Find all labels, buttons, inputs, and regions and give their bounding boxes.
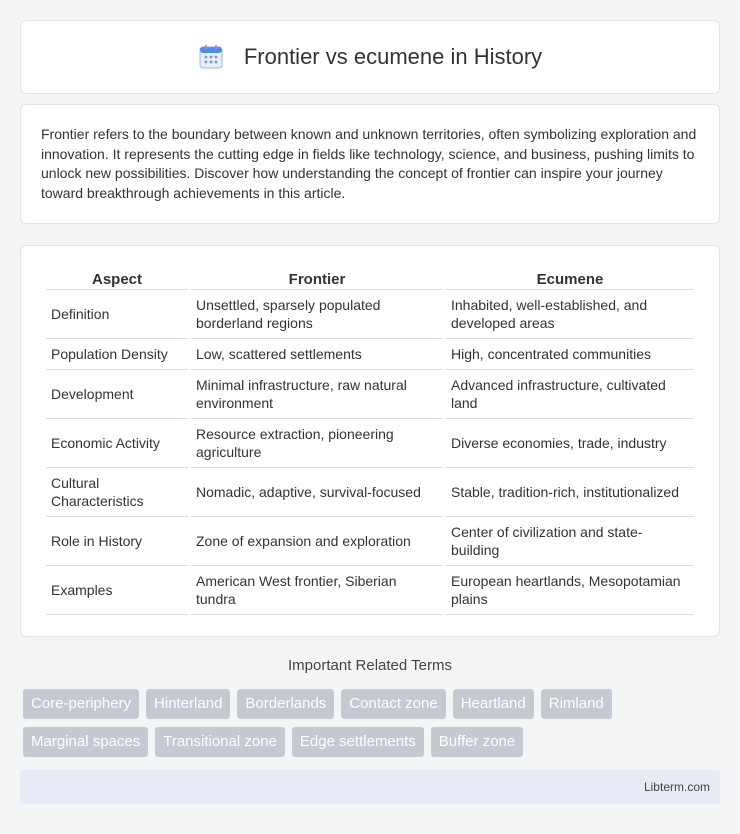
calendar-icon xyxy=(198,44,224,70)
row-frontier: Unsettled, sparsely populated borderland regions xyxy=(191,290,443,339)
table-row xyxy=(46,370,694,419)
row-ecumene: Advanced infrastructure, cultivated land xyxy=(446,370,694,419)
row-aspect: Population Density xyxy=(46,339,188,370)
related-terms-list xyxy=(23,689,723,757)
related-term-tag[interactable]: Transitional zone xyxy=(155,727,285,757)
table-header-row xyxy=(46,266,694,290)
row-aspect: Development xyxy=(46,370,188,419)
related-term-tag[interactable]: Contact zone xyxy=(341,689,445,719)
footer-site-link[interactable]: Libterm.com xyxy=(643,780,710,794)
related-term-tag[interactable]: Rimland xyxy=(541,689,612,719)
row-ecumene: Center of civilization and state-building xyxy=(446,517,694,566)
related-term-tag[interactable]: Buffer zone xyxy=(431,727,523,757)
table-row xyxy=(46,566,694,615)
related-term-tag[interactable]: Hinterland xyxy=(146,689,230,719)
row-aspect: Economic Activity xyxy=(46,419,188,468)
table-row xyxy=(46,419,694,468)
row-ecumene: Diverse economies, trade, industry xyxy=(446,419,694,468)
title-wrap xyxy=(198,44,542,70)
row-frontier: Zone of expansion and exploration xyxy=(191,517,443,566)
page-title: Frontier vs ecumene in History xyxy=(243,44,543,69)
row-frontier: Low, scattered settlements xyxy=(191,339,443,370)
row-aspect: Examples xyxy=(46,566,188,615)
row-ecumene: Stable, tradition-rich, institutionalized xyxy=(446,468,694,517)
related-term-tag[interactable]: Heartland xyxy=(453,689,534,719)
table-row xyxy=(46,517,694,566)
related-term-tag[interactable]: Borderlands xyxy=(237,689,334,719)
row-aspect: Cultural Characteristics xyxy=(46,468,188,517)
header-ecumene: Ecumene xyxy=(446,266,694,290)
related-term-tag[interactable]: Core-periphery xyxy=(23,689,139,719)
header-card xyxy=(20,20,720,94)
table-row xyxy=(46,339,694,370)
row-frontier: Resource extraction, pioneering agriculture xyxy=(191,419,443,468)
row-frontier: Nomadic, adaptive, survival-focused xyxy=(191,468,443,517)
row-aspect: Definition xyxy=(46,290,188,339)
related-terms-title: Important Related Terms xyxy=(288,657,452,674)
related-term-tag[interactable]: Edge settlements xyxy=(292,727,424,757)
intro-card xyxy=(20,104,720,224)
header-aspect: Aspect xyxy=(46,266,188,290)
table-row xyxy=(46,468,694,517)
row-frontier: Minimal infrastructure, raw natural environment xyxy=(191,370,443,419)
row-ecumene: European heartlands, Mesopotamian plains xyxy=(446,566,694,615)
row-ecumene: Inhabited, well-established, and developed areas xyxy=(446,290,694,339)
row-aspect: Role in History xyxy=(46,517,188,566)
intro-text: Frontier refers to the boundary between known and unknown territories, often symbolizing exploration and innovation. It represents the cutting edge in fields like technology, science, and business, pushing limits to unlock new possibilities. Discover how understanding the concept of frontier can inspire your journey toward breakthrough achievements in this article. xyxy=(41,126,697,201)
header-frontier: Frontier xyxy=(191,266,443,290)
footer xyxy=(20,770,720,804)
comparison-table-card xyxy=(20,245,720,637)
row-frontier: American West frontier, Siberian tundra xyxy=(191,566,443,615)
table-row xyxy=(46,290,694,339)
related-term-tag[interactable]: Marginal spaces xyxy=(23,727,148,757)
row-ecumene: High, concentrated communities xyxy=(446,339,694,370)
comparison-table xyxy=(43,266,697,615)
